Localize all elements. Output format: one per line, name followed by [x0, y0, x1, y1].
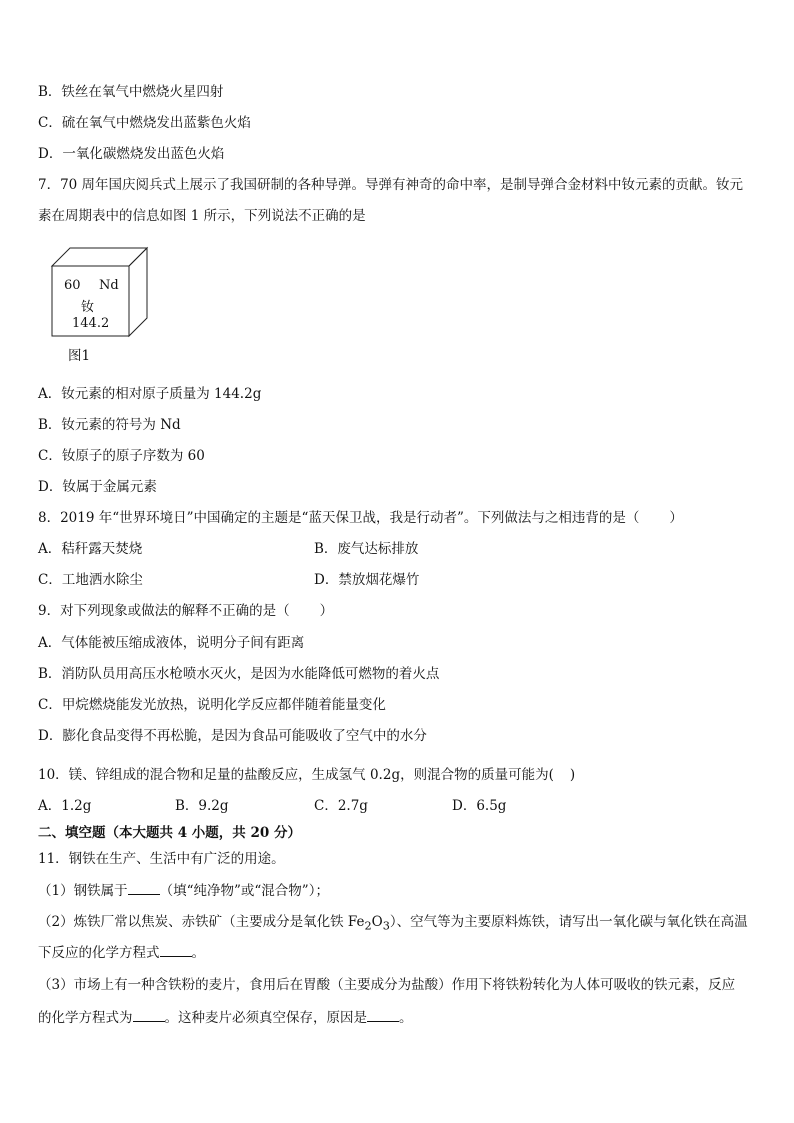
q9-option-a: A．气体能被压缩成液体，说明分子间有距离	[38, 635, 305, 651]
q11-part2-line2-text: 下反应的化学方程式	[38, 945, 160, 961]
q11-part3-line2-text: 的化学方程式为	[38, 1010, 133, 1026]
subscript-2: 2	[364, 919, 372, 933]
q11-part3-line2-end: 。	[399, 1010, 413, 1026]
q7-option-c: C．钕原子的原子序数为 60	[38, 448, 205, 464]
q7-option-a: A．钕元素的相对原子质量为 144.2g	[38, 386, 262, 402]
q11-stem: 11．钢铁在生产、生活中有广泛的用途。	[38, 851, 285, 867]
q11-part3-line2	[38, 1009, 413, 1027]
q6-option-d: D．一氧化碳燃烧发出蓝色火焰	[38, 146, 225, 162]
answer-blank	[133, 1009, 165, 1022]
q10-stem	[38, 766, 575, 784]
q7-option-d: D．钕属于金属元素	[38, 479, 157, 495]
q10-option-b: B．9.2g	[175, 798, 229, 814]
q7-option-b: B．钕元素的符号为 Nd	[38, 417, 181, 433]
q7-stem-line1: 7．70 周年国庆阅兵式上展示了我国研制的各种导弹。导弹有神奇的命中率，是制导弹合金材料中钕元素的贡献。钕元	[38, 177, 744, 193]
q11-part1-text: （1）钢铁属于	[38, 883, 128, 899]
q11-part2-line2	[38, 944, 205, 962]
q11-part2-line2-end: 。	[191, 945, 205, 961]
q8-option-c: C．工地洒水除尘	[38, 572, 143, 588]
q8-stem	[38, 509, 683, 527]
q11-part3-line2-mid: 。这种麦片必须真空保存，原因是	[164, 1010, 367, 1026]
q10-stem-text: 10．镁、锌组成的混合物和足量的盐酸反应，生成氢气 0.2g，则混合物的质量可能为(	[38, 767, 554, 783]
q6-option-b: B．铁丝在氧气中燃烧火星四射	[38, 84, 224, 100]
section-title: 二、填空题（本大题共 4 小题，共 20 分）	[38, 825, 301, 841]
q11-part1	[38, 882, 329, 900]
q11-part2-text: （2）炼铁厂常以焦炭、赤铁矿（主要成分是氧化铁 Fe	[38, 914, 365, 930]
q10-option-a: A．1.2g	[38, 798, 92, 814]
answer-blank	[160, 944, 192, 957]
atomic-mass: 144.2	[72, 316, 110, 331]
q9-stem-text: 9．对下列现象或做法的解释不正确的是（	[38, 603, 290, 619]
q7-stem-line2: 素在周期表中的信息如图 1 所示，下列说法不正确的是	[38, 208, 366, 224]
q9-option-b: B．消防队员用高压水枪喷水灭火，是因为水能降低可燃物的着火点	[38, 666, 440, 682]
q8-option-a: A．秸秆露天焚烧	[38, 541, 143, 557]
q9-option-c: C．甲烷燃烧能发光放热，说明化学反应都伴随着能量变化	[38, 697, 386, 713]
q9-option-d: D．膨化食品变得不再松脆，是因为食品可能吸收了空气中的水分	[38, 728, 427, 744]
figure-caption: 图1	[68, 348, 91, 364]
element-symbol: Nd	[99, 278, 119, 293]
q9-stem	[38, 602, 333, 620]
q10-stem-close: )	[569, 767, 576, 783]
q10-option-d: D．6.5g	[452, 798, 507, 814]
answer-blank	[128, 882, 160, 895]
q8-option-b: B．废气达标排放	[314, 541, 419, 557]
subscript-3: 3	[382, 919, 390, 933]
q9-stem-close: ）	[319, 603, 334, 619]
element-cell-figure	[50, 246, 150, 341]
q8-stem-text: 8．2019 年“世界环境日”中国确定的主题是“蓝天保卫战，我是行动者”。下列做法与之相违背的是（	[38, 510, 640, 526]
q11-part2-line1	[38, 913, 748, 936]
q6-option-c: C．硫在氧气中燃烧发出蓝紫色火焰	[38, 115, 251, 131]
atomic-number: 60	[64, 278, 81, 293]
answer-blank	[367, 1009, 399, 1022]
q8-stem-close: ）	[669, 510, 683, 526]
q11-part1-text-end: （填“纯净物”或“混合物”）；	[159, 883, 329, 899]
q11-part2-text-end: ）、空气等为主要原料炼铁，请写出一氧化碳与氧化铁在高温	[389, 914, 748, 930]
q11-part3-line1: （3）市场上有一种含铁粉的麦片，食用后在胃酸（主要成分为盐酸）作用下将铁粉转化为人体可吸收的铁元素，反应	[38, 977, 736, 993]
oxygen-symbol: O	[371, 914, 383, 930]
element-name: 钕	[81, 300, 95, 315]
q10-option-c: C．2.7g	[314, 798, 368, 814]
q8-option-d: D．禁放烟花爆竹	[314, 572, 420, 588]
